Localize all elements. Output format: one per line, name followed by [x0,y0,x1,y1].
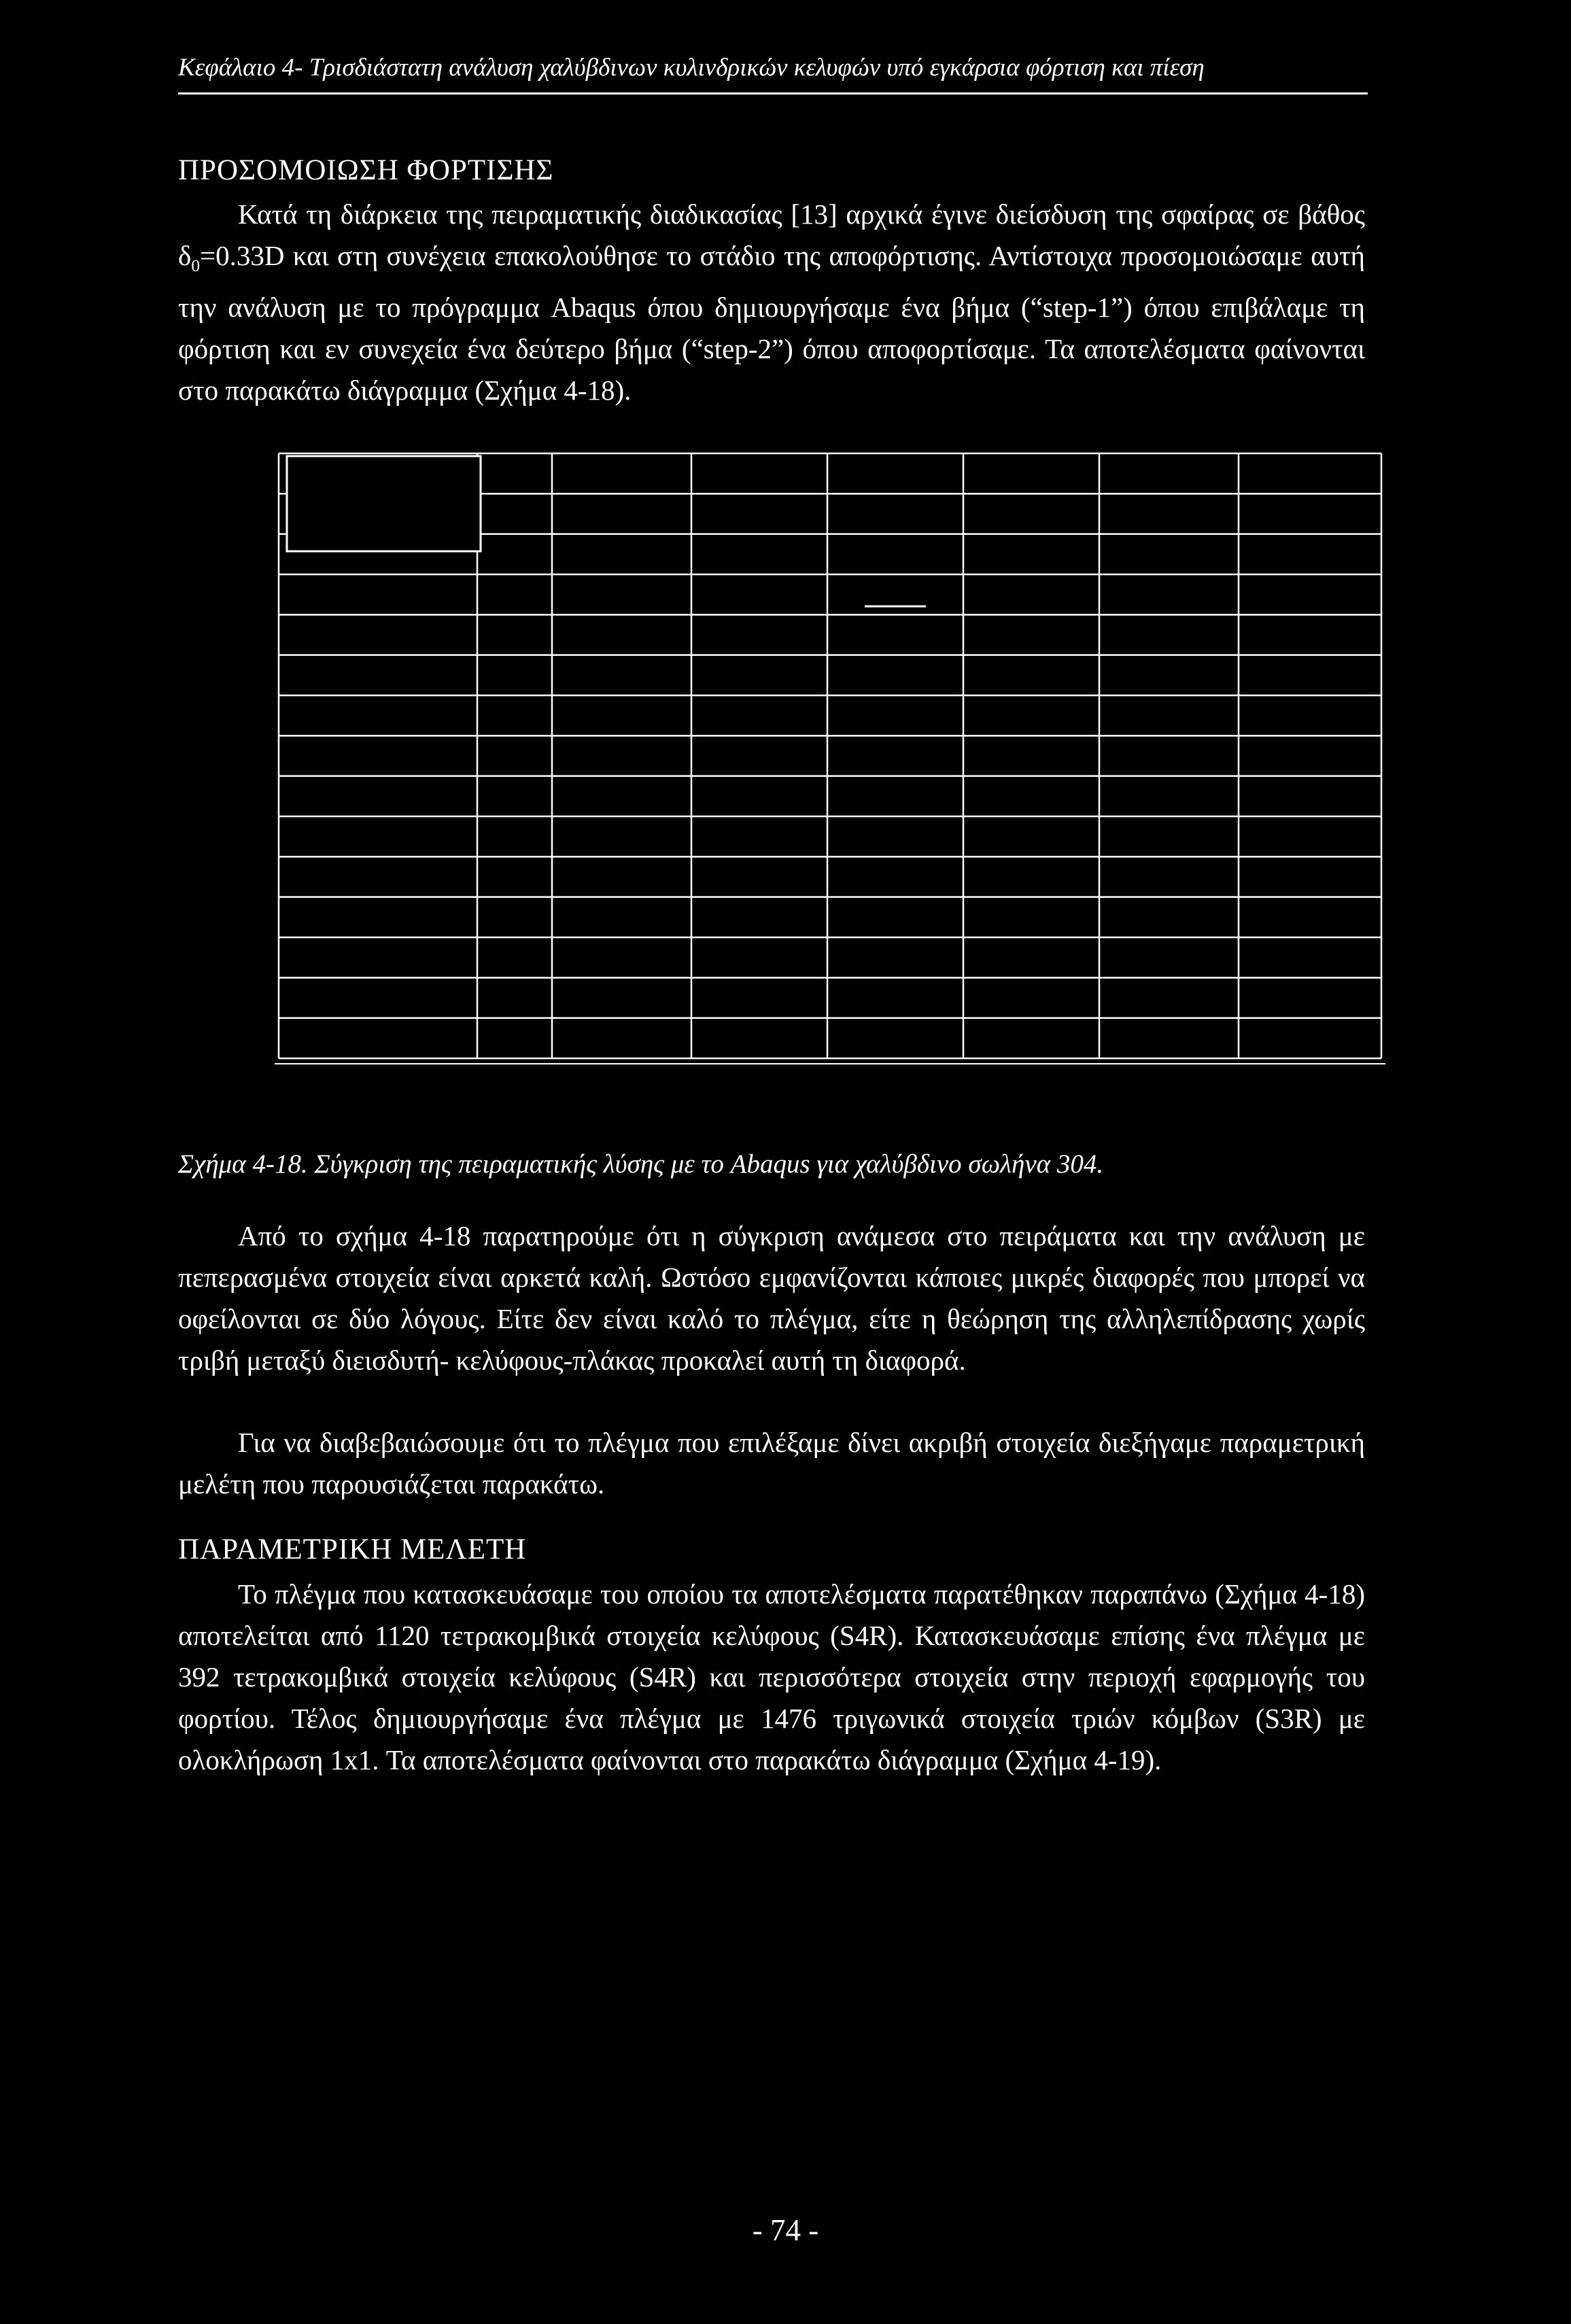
text-line: διεξήγαμε παραμετρική μελέτη που παρουσιάζεται παρακάτω. [178,1427,1365,1499]
section-heading-loading-simulation: ΠΡΟΣΟΜΟΙΩΣΗ ΦΟΡΤΙΣΗΣ [178,154,554,186]
text-subscript: 0 [191,256,201,276]
chart-overlay [275,456,1385,1064]
text-line: Από το σχήμα 4-18 παρατηρούμε ότι η σύγκριση ανάμεσα στο πειράματα και την [238,1220,1216,1251]
page-number: - 74 - [752,2213,819,2247]
figure-caption: Σχήμα 4-18. Σύγκριση της πειραματικής λύσης με το Abaqus για χαλύβδινο σωλήνα 304. [178,1149,1104,1179]
text-line: ολοκλήρωση 1x1. Τα αποτελέσματα φαίνονται στο παρακάτω διάγραμμα [178,1744,999,1775]
text-line: (S4R). Κατασκευάσαμε επίσης ένα πλέγμα με 392 τετρακομβικά στοιχεία κελύφους [178,1620,1365,1693]
text-line: πλέγμα, είτε η θεώρηση της αλληλεπίδρασης χωρίς τριβή μεταξύ διεισδυτή- [178,1303,1366,1376]
paragraph-parametric-study [178,1574,1365,1781]
paragraph-comparison [178,1215,1365,1381]
running-header: Κεφάλαιο 4- Τρισδιάστατη ανάλυση χαλύβδινων κυλινδρικών κελυφών υπό εγκάρσια φόρτιση και πίεση [178,54,1205,82]
text-line: ανάλυση με πεπερασμένα στοιχεία είναι αρκετά καλή. Ωστόσο εμφανίζονται κάποιες [178,1220,1365,1293]
text-line: μικρές διαφορές που μπορεί να οφείλονται σε δύο λόγους. Είτε δεν είναι καλό το [178,1262,1365,1334]
legend-box [287,456,481,551]
text-line: (Σχήμα 4-19). [1005,1744,1162,1775]
header-rule [178,92,1368,94]
text-line: (S4R) και περισσότερα στοιχεία στην περιοχή εφαρμογής του φορτίου. Τέλος [178,1661,1366,1734]
paragraph-mesh-check [178,1422,1365,1505]
text-line: =0.33D και στη συνέχεια επακολούθησε το στάδιο της [200,240,821,271]
text-line: αποφόρτισης. Αντίστοιχα προσομοιώσαμε αυτή την ανάλυση με το πρόγραμμα [178,240,1365,324]
text-line: σφαίρας σε βάθος δ [178,198,1366,271]
text-line: δημιουργήσαμε ένα πλέγμα με 1476 τριγωνικά στοιχεία τριών κόμβων (S3R) με [373,1703,1365,1734]
section-heading-parametric-study: ΠΑΡΑΜΕΤΡΙΚΗ ΜΕΛΕΤΗ [178,1533,527,1565]
text-line: Κατά τη διάρκεια της πειραματικής διαδικασίας [13] αρχικά έγινε διείσδυση της [238,198,1153,230]
text-line: κελύφους-πλάκας προκαλεί αυτή τη διαφορά. [455,1345,966,1376]
text-line: Για να διαβεβαιώσουμε ότι το πλέγμα που επιλέξαμε δίνει ακριβή στοιχεία [238,1427,1090,1458]
comparison-chart [273,447,1388,1070]
paragraph-loading-simulation [178,194,1365,411]
text-line: Το πλέγμα που κατασκευάσαμε του οποίου τα αποτελέσματα παρατέθηκαν [238,1578,1083,1610]
text-line: φαίνονται στο παρακάτω διάγραμμα (Σχήμα 4-18). [178,333,1366,406]
text-line: παραπάνω (Σχήμα 4-18) αποτελείται από 1120 τετρακομβικά στοιχεία κελύφους [178,1578,1365,1651]
text-line: συνεχεία ένα δεύτερο βήμα (“step-2”) όπου αποφορτίσαμε. Τα αποτελέσματα [358,333,1245,365]
text-line: Abaqus όπου δημιουργήσαμε ένα βήμα (“step-1”) όπου επιβάλαμε τη φόρτιση και εν [178,292,1365,365]
